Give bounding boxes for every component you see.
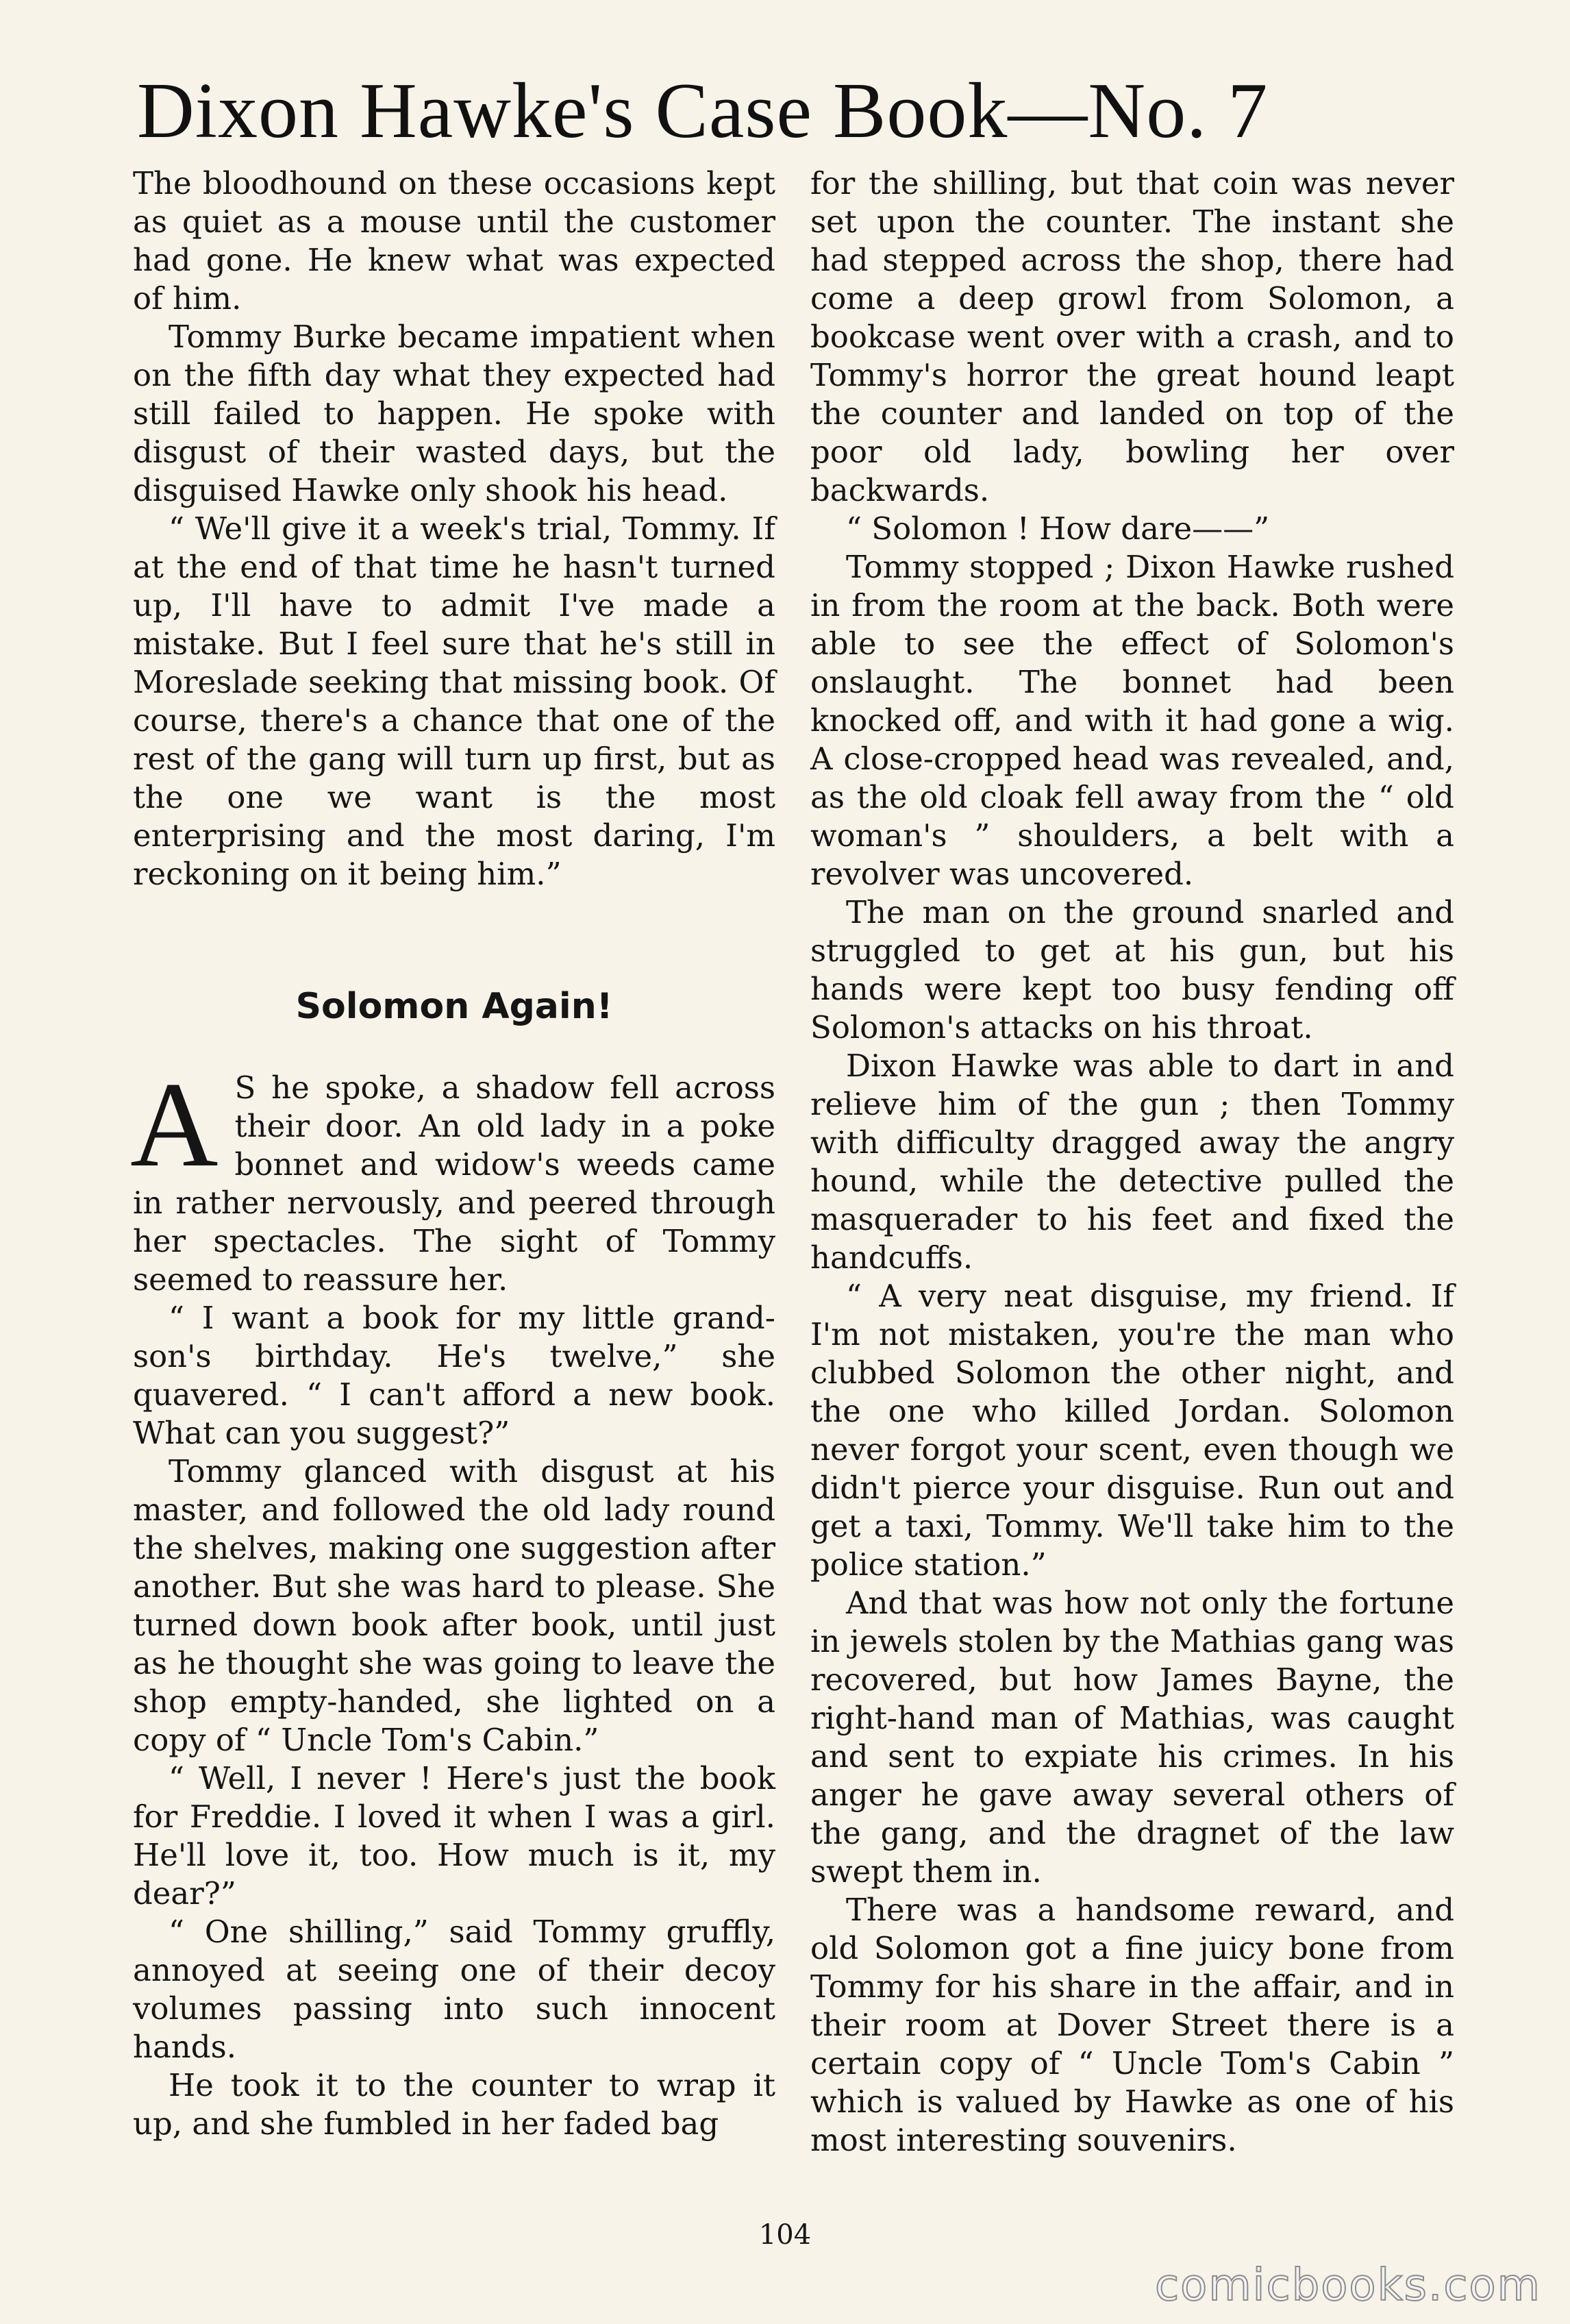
dropcap-letter: A xyxy=(130,1056,219,1192)
paragraph: “ We'll give it a week's trial, Tommy. If at the end of that time he hasn't turned up, I'll have to admit I've made a mistake. But I feel sure that he's still in Moreslade seeking that missing book. Of course, there's a chance that one of the rest of the gang will turn up first, but as the one we want is the most enterprising and the most daring, I'm reckoning on it being him.” xyxy=(133,510,775,892)
paragraph: “ One shilling,” said Tommy gruffly, annoyed at seeing one of their decoy volumes passing into such innocent hands. xyxy=(133,1914,775,2065)
watermark: comicbooks.com xyxy=(1154,2260,1541,2311)
paragraph: Tommy Burke became impatient when on the fifth day what they expected had still failed to happen. He spoke with disgust of their wasted days, but the disguised Hawke only shook his head. xyxy=(133,319,775,508)
paragraph: “ Well, I never ! Here's just the book for Freddie. I loved it when I was a girl. He'll love it, too. How much is it, my dear?” xyxy=(133,1760,775,1912)
left-column xyxy=(130,164,775,2220)
paragraph: And that was how not only the fortune in jewels stolen by the Mathias gang was recovered, but how James Bayne, the right-hand man of Mathias, was caught and sent to expiate his crimes. In his anger he gave away several others of the gang, and the dragnet of the law swept them in. xyxy=(810,1585,1454,1890)
right-column xyxy=(810,164,1454,2220)
dropcap-paragraph xyxy=(130,1056,775,1299)
paragraph: Dixon Hawke was able to dart in and relieve him of the gun ; then Tommy with difficulty dragged away the angry hound, while the detective pulled the masquerader to his feet and fixed the handcuffs. xyxy=(810,1048,1454,1276)
page-number: 104 xyxy=(758,2219,812,2251)
paragraph: Tommy stopped ; Dixon Hawke rushed in from the room at the back. Both were able to see the effect of Solomon's onslaught. The bonnet had been knocked off, and with it had gone a wig. A close-cropped head was revealed, and, as the old cloak fell away from the “ old woman's ” shoulders, a belt with a revolver was uncovered. xyxy=(810,549,1454,892)
dropcap-paragraph-text: S he spoke, a shadow fell across their door. An old lady in a poke bonnet and widow's weeds came in rather nervously, and peered through her spectacles. The sight of Tommy seemed to reassure her. xyxy=(133,1070,775,1298)
paragraph: The bloodhound on these occasions kept as quiet as a mouse until the customer had gone. He knew what was expected of him. xyxy=(133,165,775,317)
paragraph: Tommy glanced with disgust at his master, and followed the old lady round the shelves, making one suggestion after another. But she was hard to please. She turned down book after book, until just as he thought she was going to leave the shop empty-handed, she lighted on a copy of “ Uncle Tom's Cabin.” xyxy=(133,1453,775,1758)
paragraph: “ I want a book for my little grandson's birthday. He's twelve,” she quavered. “ I can't afford a new book. What can you suggest?” xyxy=(133,1300,775,1451)
paragraph: He took it to the counter to wrap it up, and she fumbled in her faded bag xyxy=(133,2067,775,2142)
paragraph: “ Solomon ! How dare——” xyxy=(846,510,1270,547)
section-heading: Solomon Again! xyxy=(295,986,613,1027)
page-title: Dixon Hawke's Case Book—No. 7 xyxy=(137,67,1269,155)
paragraph: “ A very neat disguise, my friend. If I'm not mistaken, you're the man who clubbed Solomon the other night, and the one who killed Jordan. Solomon never forgot your scent, even though we didn't pierce your disguise. Run out and get a taxi, Tommy. We'll take him to the police station.” xyxy=(810,1278,1454,1583)
paragraph: There was a handsome reward, and old Solomon got a fine juicy bone from Tommy for his share in the affair, and in their room at Dover Street there is a certain copy of “ Uncle Tom's Cabin ” which is valued by Hawke as one of his most interesting souvenirs. xyxy=(810,1892,1454,2158)
paragraph-continuation: for the shilling, but that coin was never set upon the counter. The instant she had stepped across the shop, there had come a deep growl from Solomon, a bookcase went over with a crash, and to Tommy's horror the great hound leapt the counter and landed on top of the poor old lady, bowling her over backwards. xyxy=(810,165,1454,508)
paragraph: The man on the ground snarled and struggled to get at his gun, but his hands were kept too busy fending off Solomon's attacks on his throat. xyxy=(810,894,1454,1046)
section-spacer xyxy=(133,893,775,984)
